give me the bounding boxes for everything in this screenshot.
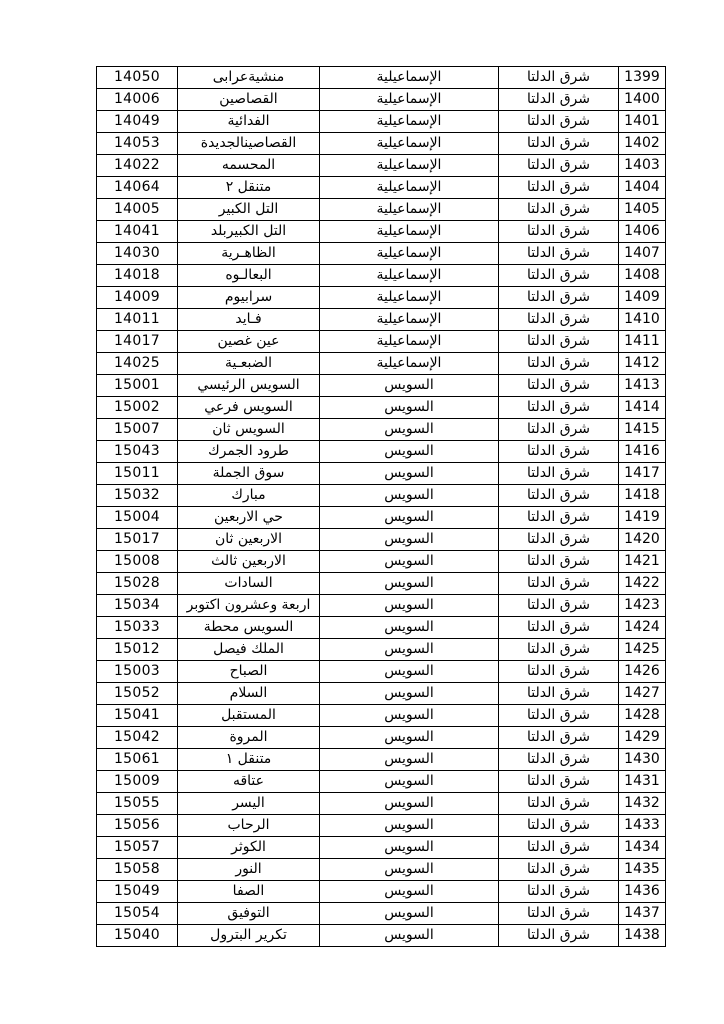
office-name-cell: السويس محطة xyxy=(178,617,320,639)
office-name-cell: المحسمه xyxy=(178,155,320,177)
office-name-cell: الكوثر xyxy=(178,837,320,859)
table-row xyxy=(97,881,666,903)
serial-number-cell: 1408 xyxy=(619,265,666,287)
governorate-cell: السويس xyxy=(320,815,499,837)
governorate-cell: الإسماعيلية xyxy=(320,221,499,243)
office-name-cell: السلام xyxy=(178,683,320,705)
governorate-cell: السويس xyxy=(320,485,499,507)
region-cell: شرق الدلتا xyxy=(499,397,619,419)
serial-number-cell: 1429 xyxy=(619,727,666,749)
table-row xyxy=(97,199,666,221)
postal-code-cell: 14009 xyxy=(97,287,178,309)
region-cell: شرق الدلتا xyxy=(499,221,619,243)
serial-number-cell: 1427 xyxy=(619,683,666,705)
governorate-cell: السويس xyxy=(320,859,499,881)
governorate-cell: السويس xyxy=(320,529,499,551)
governorate-cell: السويس xyxy=(320,463,499,485)
serial-number-cell: 1409 xyxy=(619,287,666,309)
serial-number-cell: 1399 xyxy=(619,67,666,89)
governorate-cell: الإسماعيلية xyxy=(320,287,499,309)
table-body xyxy=(97,67,666,947)
region-cell: شرق الدلتا xyxy=(499,683,619,705)
office-name-cell: السويس ثان xyxy=(178,419,320,441)
postal-code-cell: 15040 xyxy=(97,925,178,947)
governorate-cell: الإسماعيلية xyxy=(320,243,499,265)
office-name-cell: المستقبل xyxy=(178,705,320,727)
serial-number-cell: 1428 xyxy=(619,705,666,727)
table-row xyxy=(97,309,666,331)
region-cell: شرق الدلتا xyxy=(499,705,619,727)
region-cell: شرق الدلتا xyxy=(499,837,619,859)
serial-number-cell: 1437 xyxy=(619,903,666,925)
region-cell: شرق الدلتا xyxy=(499,331,619,353)
postal-code-cell: 15007 xyxy=(97,419,178,441)
postal-code-cell: 15017 xyxy=(97,529,178,551)
serial-number-cell: 1414 xyxy=(619,397,666,419)
office-name-cell: الضبعـية xyxy=(178,353,320,375)
governorate-cell: الإسماعيلية xyxy=(320,155,499,177)
region-cell: شرق الدلتا xyxy=(499,177,619,199)
office-name-cell: القصاصين xyxy=(178,89,320,111)
office-name-cell: عتاقه xyxy=(178,771,320,793)
region-cell: شرق الدلتا xyxy=(499,903,619,925)
postal-code-cell: 15028 xyxy=(97,573,178,595)
postal-code-cell: 15033 xyxy=(97,617,178,639)
table-row xyxy=(97,155,666,177)
postal-code-cell: 15043 xyxy=(97,441,178,463)
serial-number-cell: 1438 xyxy=(619,925,666,947)
serial-number-cell: 1406 xyxy=(619,221,666,243)
region-cell: شرق الدلتا xyxy=(499,551,619,573)
region-cell: شرق الدلتا xyxy=(499,771,619,793)
governorate-cell: الإسماعيلية xyxy=(320,265,499,287)
office-name-cell: الفدائية xyxy=(178,111,320,133)
office-name-cell: سوق الجملة xyxy=(178,463,320,485)
table-row xyxy=(97,221,666,243)
serial-number-cell: 1412 xyxy=(619,353,666,375)
office-name-cell: اربعة وعشرون اكتوبر xyxy=(178,595,320,617)
office-name-cell: حي الاربعين xyxy=(178,507,320,529)
office-name-cell: الرحاب xyxy=(178,815,320,837)
serial-number-cell: 1404 xyxy=(619,177,666,199)
region-cell: شرق الدلتا xyxy=(499,639,619,661)
governorate-cell: السويس xyxy=(320,551,499,573)
region-cell: شرق الدلتا xyxy=(499,859,619,881)
serial-number-cell: 1417 xyxy=(619,463,666,485)
postal-code-cell: 14050 xyxy=(97,67,178,89)
table-row xyxy=(97,177,666,199)
serial-number-cell: 1433 xyxy=(619,815,666,837)
office-name-cell: المروة xyxy=(178,727,320,749)
serial-number-cell: 1434 xyxy=(619,837,666,859)
region-cell: شرق الدلتا xyxy=(499,661,619,683)
table-row xyxy=(97,133,666,155)
office-name-cell: اليسر xyxy=(178,793,320,815)
serial-number-cell: 1416 xyxy=(619,441,666,463)
serial-number-cell: 1415 xyxy=(619,419,666,441)
region-cell: شرق الدلتا xyxy=(499,265,619,287)
serial-number-cell: 1402 xyxy=(619,133,666,155)
table-row xyxy=(97,419,666,441)
postal-code-cell: 15052 xyxy=(97,683,178,705)
postal-code-cell: 14022 xyxy=(97,155,178,177)
office-name-cell: متنقل ٢ xyxy=(178,177,320,199)
postal-code-cell: 15057 xyxy=(97,837,178,859)
office-name-cell: القصاصينالجديدة xyxy=(178,133,320,155)
table-row xyxy=(97,595,666,617)
table-row xyxy=(97,705,666,727)
table-row xyxy=(97,639,666,661)
table-row xyxy=(97,661,666,683)
region-cell: شرق الدلتا xyxy=(499,881,619,903)
table-row xyxy=(97,727,666,749)
table-row xyxy=(97,111,666,133)
postal-code-cell: 15042 xyxy=(97,727,178,749)
region-cell: شرق الدلتا xyxy=(499,925,619,947)
governorate-cell: السويس xyxy=(320,793,499,815)
governorate-cell: السويس xyxy=(320,507,499,529)
postal-code-cell: 15011 xyxy=(97,463,178,485)
region-cell: شرق الدلتا xyxy=(499,155,619,177)
governorate-cell: السويس xyxy=(320,639,499,661)
serial-number-cell: 1426 xyxy=(619,661,666,683)
governorate-cell: الإسماعيلية xyxy=(320,133,499,155)
region-cell: شرق الدلتا xyxy=(499,133,619,155)
table-row xyxy=(97,67,666,89)
table-row xyxy=(97,551,666,573)
governorate-cell: السويس xyxy=(320,375,499,397)
office-name-cell: طرود الجمرك xyxy=(178,441,320,463)
region-cell: شرق الدلتا xyxy=(499,353,619,375)
table-row xyxy=(97,837,666,859)
postal-code-cell: 15032 xyxy=(97,485,178,507)
governorate-cell: الإسماعيلية xyxy=(320,331,499,353)
governorate-cell: الإسماعيلية xyxy=(320,89,499,111)
table-row xyxy=(97,573,666,595)
region-cell: شرق الدلتا xyxy=(499,111,619,133)
serial-number-cell: 1420 xyxy=(619,529,666,551)
governorate-cell: السويس xyxy=(320,595,499,617)
region-cell: شرق الدلتا xyxy=(499,199,619,221)
office-name-cell: الملك فيصل xyxy=(178,639,320,661)
office-name-cell: التل الكبير xyxy=(178,199,320,221)
postal-code-cell: 14064 xyxy=(97,177,178,199)
office-name-cell: عين غصين xyxy=(178,331,320,353)
postal-code-cell: 15004 xyxy=(97,507,178,529)
region-cell: شرق الدلتا xyxy=(499,485,619,507)
region-cell: شرق الدلتا xyxy=(499,441,619,463)
serial-number-cell: 1422 xyxy=(619,573,666,595)
governorate-cell: السويس xyxy=(320,771,499,793)
postal-code-cell: 14030 xyxy=(97,243,178,265)
serial-number-cell: 1419 xyxy=(619,507,666,529)
office-name-cell: السويس الرئيسي xyxy=(178,375,320,397)
region-cell: شرق الدلتا xyxy=(499,67,619,89)
postal-code-cell: 14011 xyxy=(97,309,178,331)
governorate-cell: الإسماعيلية xyxy=(320,199,499,221)
postal-code-cell: 15008 xyxy=(97,551,178,573)
table-row xyxy=(97,859,666,881)
region-cell: شرق الدلتا xyxy=(499,529,619,551)
office-name-cell: الصباح xyxy=(178,661,320,683)
region-cell: شرق الدلتا xyxy=(499,727,619,749)
governorate-cell: السويس xyxy=(320,705,499,727)
office-name-cell: الصفا xyxy=(178,881,320,903)
office-name-cell: الاربعين ثالث xyxy=(178,551,320,573)
serial-number-cell: 1410 xyxy=(619,309,666,331)
postal-code-cell: 14006 xyxy=(97,89,178,111)
post-offices-table xyxy=(96,66,666,947)
postal-code-cell: 14049 xyxy=(97,111,178,133)
postal-code-cell: 15049 xyxy=(97,881,178,903)
table-row xyxy=(97,243,666,265)
office-name-cell: التل الكبيربلد xyxy=(178,221,320,243)
postal-code-cell: 14005 xyxy=(97,199,178,221)
table-row xyxy=(97,617,666,639)
office-name-cell: السادات xyxy=(178,573,320,595)
office-name-cell: الاربعين ثان xyxy=(178,529,320,551)
governorate-cell: الإسماعيلية xyxy=(320,353,499,375)
postal-code-cell: 15055 xyxy=(97,793,178,815)
postal-code-cell: 14053 xyxy=(97,133,178,155)
governorate-cell: السويس xyxy=(320,749,499,771)
serial-number-cell: 1430 xyxy=(619,749,666,771)
governorate-cell: السويس xyxy=(320,683,499,705)
postal-code-cell: 15003 xyxy=(97,661,178,683)
serial-number-cell: 1436 xyxy=(619,881,666,903)
region-cell: شرق الدلتا xyxy=(499,287,619,309)
postal-code-cell: 15061 xyxy=(97,749,178,771)
table-row xyxy=(97,925,666,947)
region-cell: شرق الدلتا xyxy=(499,617,619,639)
office-name-cell: السويس فرعي xyxy=(178,397,320,419)
serial-number-cell: 1418 xyxy=(619,485,666,507)
table-row xyxy=(97,397,666,419)
table-row xyxy=(97,507,666,529)
office-name-cell: تكرير البترول xyxy=(178,925,320,947)
postal-code-cell: 14025 xyxy=(97,353,178,375)
postal-code-cell: 15009 xyxy=(97,771,178,793)
serial-number-cell: 1424 xyxy=(619,617,666,639)
serial-number-cell: 1403 xyxy=(619,155,666,177)
region-cell: شرق الدلتا xyxy=(499,463,619,485)
office-name-cell: متنقل ١ xyxy=(178,749,320,771)
postal-code-cell: 14017 xyxy=(97,331,178,353)
region-cell: شرق الدلتا xyxy=(499,309,619,331)
serial-number-cell: 1405 xyxy=(619,199,666,221)
governorate-cell: السويس xyxy=(320,661,499,683)
table-row xyxy=(97,463,666,485)
table-row xyxy=(97,441,666,463)
region-cell: شرق الدلتا xyxy=(499,419,619,441)
serial-number-cell: 1425 xyxy=(619,639,666,661)
serial-number-cell: 1401 xyxy=(619,111,666,133)
table-row xyxy=(97,771,666,793)
postal-code-cell: 15058 xyxy=(97,859,178,881)
postal-code-cell: 15034 xyxy=(97,595,178,617)
table-row xyxy=(97,683,666,705)
serial-number-cell: 1413 xyxy=(619,375,666,397)
serial-number-cell: 1432 xyxy=(619,793,666,815)
governorate-cell: الإسماعيلية xyxy=(320,177,499,199)
table-row xyxy=(97,815,666,837)
table-row xyxy=(97,331,666,353)
region-cell: شرق الدلتا xyxy=(499,573,619,595)
governorate-cell: السويس xyxy=(320,397,499,419)
table-row xyxy=(97,375,666,397)
table-row xyxy=(97,529,666,551)
region-cell: شرق الدلتا xyxy=(499,815,619,837)
region-cell: شرق الدلتا xyxy=(499,595,619,617)
serial-number-cell: 1400 xyxy=(619,89,666,111)
table-row xyxy=(97,353,666,375)
serial-number-cell: 1411 xyxy=(619,331,666,353)
governorate-cell: السويس xyxy=(320,441,499,463)
serial-number-cell: 1431 xyxy=(619,771,666,793)
region-cell: شرق الدلتا xyxy=(499,749,619,771)
serial-number-cell: 1421 xyxy=(619,551,666,573)
table-row xyxy=(97,287,666,309)
postal-code-cell: 15041 xyxy=(97,705,178,727)
governorate-cell: السويس xyxy=(320,925,499,947)
region-cell: شرق الدلتا xyxy=(499,507,619,529)
governorate-cell: السويس xyxy=(320,727,499,749)
governorate-cell: السويس xyxy=(320,903,499,925)
governorate-cell: السويس xyxy=(320,573,499,595)
office-name-cell: الظاهـرية xyxy=(178,243,320,265)
governorate-cell: السويس xyxy=(320,837,499,859)
governorate-cell: السويس xyxy=(320,419,499,441)
office-name-cell: مبارك xyxy=(178,485,320,507)
office-name-cell: البعالـوه xyxy=(178,265,320,287)
region-cell: شرق الدلتا xyxy=(499,89,619,111)
office-name-cell: سرابيوم xyxy=(178,287,320,309)
postal-code-cell: 14041 xyxy=(97,221,178,243)
table-row xyxy=(97,749,666,771)
postal-code-cell: 14018 xyxy=(97,265,178,287)
office-name-cell: منشيةعرابى xyxy=(178,67,320,89)
table-row xyxy=(97,89,666,111)
table-row xyxy=(97,793,666,815)
postal-code-cell: 15002 xyxy=(97,397,178,419)
serial-number-cell: 1423 xyxy=(619,595,666,617)
region-cell: شرق الدلتا xyxy=(499,243,619,265)
serial-number-cell: 1435 xyxy=(619,859,666,881)
region-cell: شرق الدلتا xyxy=(499,375,619,397)
postal-code-cell: 15056 xyxy=(97,815,178,837)
table-row xyxy=(97,265,666,287)
postal-code-cell: 15001 xyxy=(97,375,178,397)
postal-code-cell: 15054 xyxy=(97,903,178,925)
region-cell: شرق الدلتا xyxy=(499,793,619,815)
table-row xyxy=(97,903,666,925)
postal-code-cell: 15012 xyxy=(97,639,178,661)
office-name-cell: فـايد xyxy=(178,309,320,331)
table-row xyxy=(97,485,666,507)
governorate-cell: السويس xyxy=(320,617,499,639)
governorate-cell: الإسماعيلية xyxy=(320,111,499,133)
governorate-cell: الإسماعيلية xyxy=(320,67,499,89)
serial-number-cell: 1407 xyxy=(619,243,666,265)
governorate-cell: السويس xyxy=(320,881,499,903)
office-name-cell: النور xyxy=(178,859,320,881)
governorate-cell: الإسماعيلية xyxy=(320,309,499,331)
office-name-cell: التوفيق xyxy=(178,903,320,925)
